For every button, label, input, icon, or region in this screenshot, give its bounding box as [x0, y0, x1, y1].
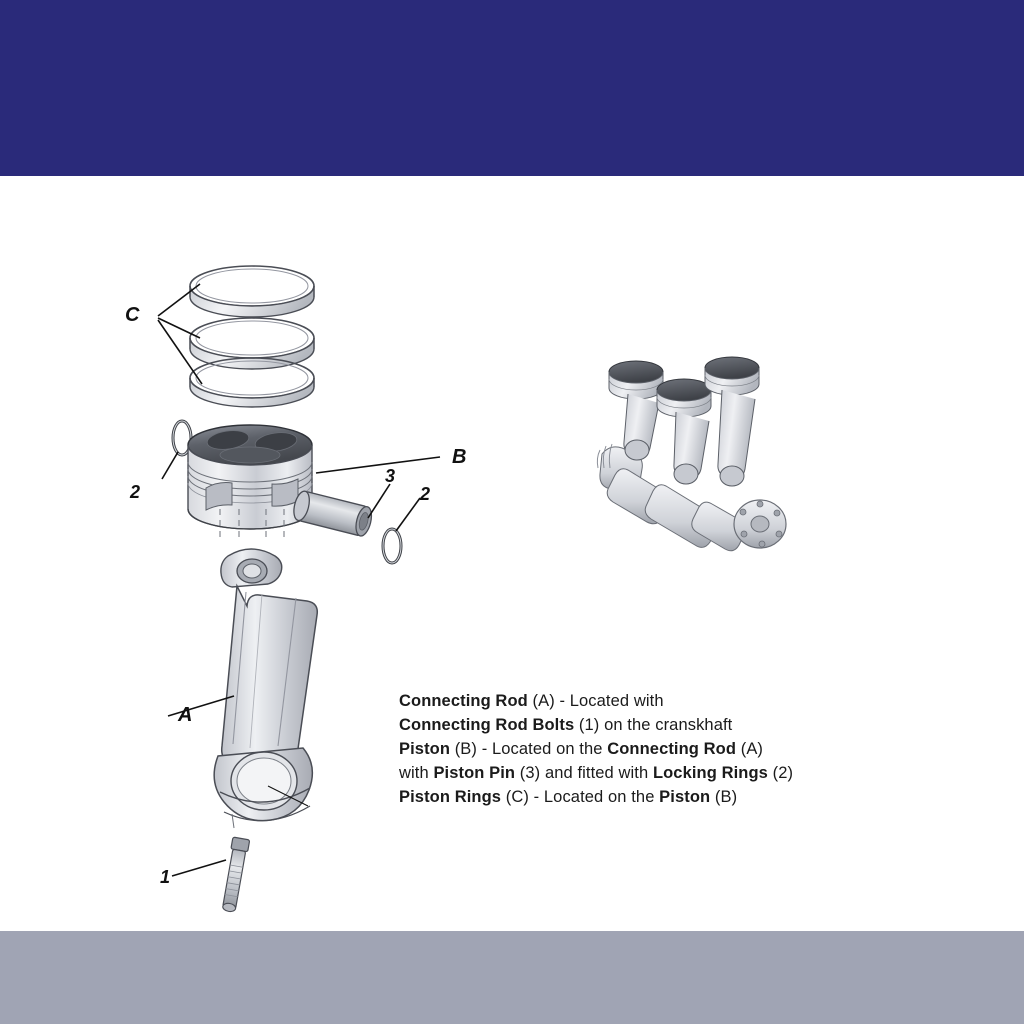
caption-text-4c: (2) — [767, 764, 794, 782]
callout-2-right: 2 — [420, 484, 431, 504]
caption-line-3 — [399, 737, 869, 761]
caption-text-3b: (A) — [736, 740, 764, 758]
caption-term-piston-rings: Piston Rings — [399, 788, 502, 806]
connecting-rod — [168, 549, 317, 828]
engine-assembly-illustration — [580, 346, 830, 566]
caption-line-1 — [399, 689, 869, 713]
caption-text-1: (A) - Located with — [527, 692, 664, 710]
caption-text-4a: with — [399, 764, 434, 782]
caption-term-connecting-rod-2: Connecting Rod — [607, 740, 737, 758]
callout-b: B — [452, 446, 467, 468]
header-band — [0, 0, 1024, 176]
locking-ring-left — [162, 421, 191, 479]
callout-2-left: 2 — [130, 482, 141, 502]
caption-text-5a: (C) - Located on the — [501, 788, 660, 806]
callout-a: A — [178, 704, 193, 726]
caption-line-4 — [399, 761, 869, 785]
caption-line-5 — [399, 785, 869, 809]
locking-ring-right — [383, 498, 420, 563]
caption-line-2 — [399, 713, 869, 737]
caption-term-connecting-rod-bolts: Connecting Rod Bolts — [399, 716, 575, 734]
piston-rings-group — [158, 266, 314, 407]
piston-assembly-2 — [657, 379, 711, 484]
callout-1: 1 — [160, 867, 171, 887]
callout-3: 3 — [385, 466, 396, 486]
footer-band — [0, 931, 1024, 1024]
caption-term-connecting-rod: Connecting Rod — [399, 692, 528, 710]
piston-assembly-3 — [705, 357, 759, 486]
piston-assembly-1 — [609, 361, 663, 460]
caption-term-piston-2: Piston — [659, 788, 711, 806]
callout-c: C — [125, 304, 140, 326]
caption-term-piston-pin: Piston Pin — [433, 764, 516, 782]
caption-text-2: (1) on the cranskhaft — [574, 716, 733, 734]
caption-text-4b: (3) and fitted with — [515, 764, 653, 782]
caption-term-piston: Piston — [399, 740, 451, 758]
piston-assembly-diagram — [100, 226, 480, 926]
caption-block — [399, 689, 869, 809]
caption-text-3a: (B) - Located on the — [450, 740, 608, 758]
slide-content — [0, 176, 1024, 931]
connecting-rod-bolt — [172, 837, 250, 913]
caption-term-locking-rings: Locking Rings — [652, 764, 768, 782]
caption-text-5b: (B) — [710, 788, 738, 806]
